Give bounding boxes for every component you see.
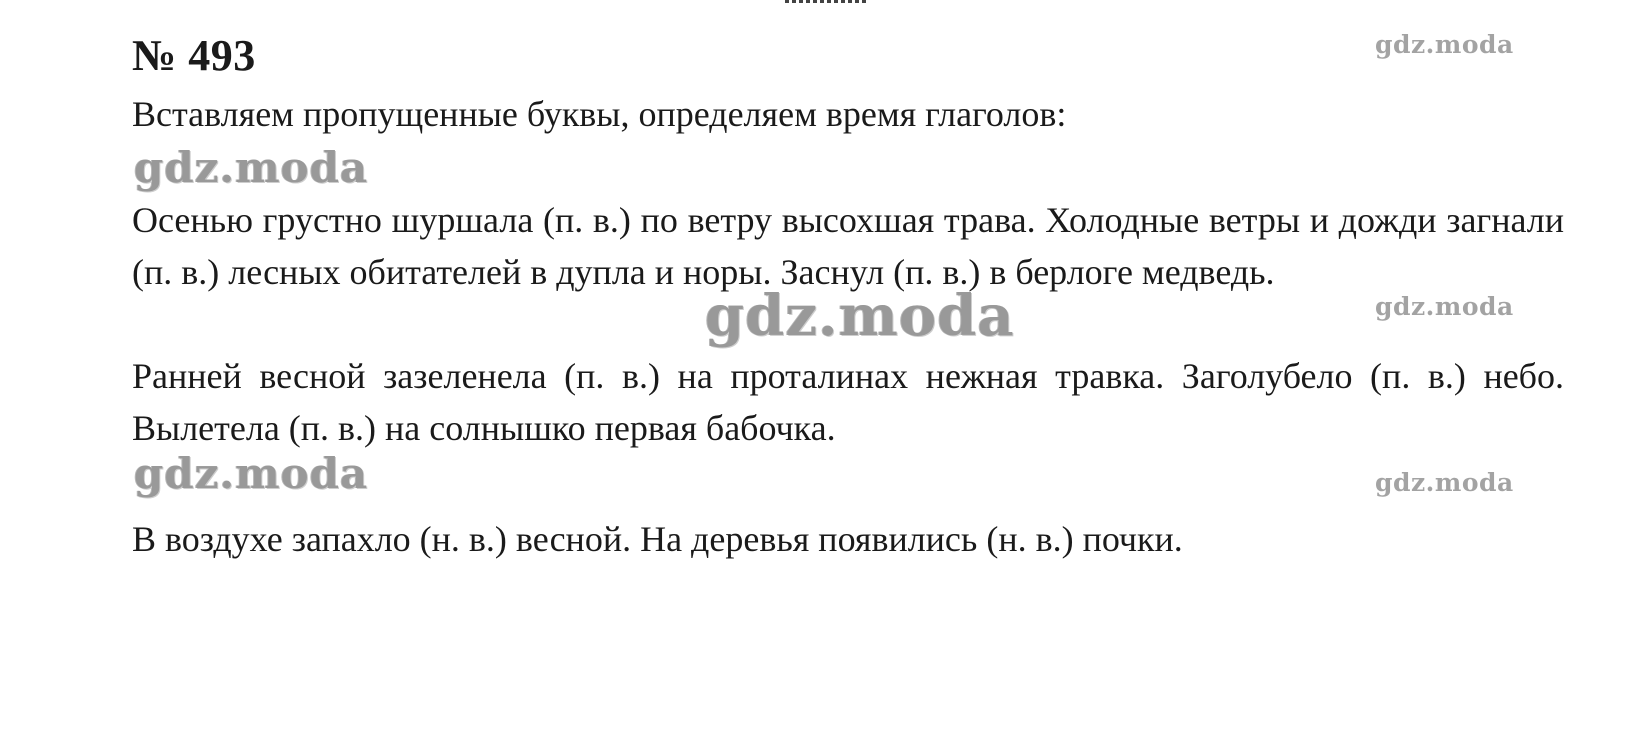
- watermark-small-middle: gdz.moda: [1375, 292, 1514, 321]
- watermark-small-bottom: gdz.moda: [1375, 468, 1514, 497]
- task-instruction: Вставляем пропущенные буквы, определяем время глаголов:: [132, 94, 1067, 134]
- cropped-header-fragment: [785, 0, 869, 3]
- answer-paragraph-3: В воздухе запахло (н. в.) весной. На деревья появились (н. в.) почки.: [132, 519, 1183, 559]
- watermark-large-center: gdz.moda: [705, 283, 1015, 349]
- task-number: № 493: [132, 31, 256, 80]
- answer-paragraph-1: Осенью грустно шуршала (п. в.) по ветру высохшая трава. Холодные ветры и дожди загнали (п. в.) лесных обитателей в дупла и норы. Заснул (п. в.) в берлоге медведь.: [132, 200, 1564, 292]
- watermark-small-top: gdz.moda: [1375, 30, 1514, 59]
- watermark-large-1: gdz.moda: [134, 143, 369, 192]
- watermark-large-2: gdz.moda: [134, 449, 369, 498]
- answer-paragraph-2: Ранней весной зазеленела (п. в.) на проталинах нежная травка. Заголубело (п. в.) небо. Вылетела (п. в.) на солнышко первая бабочка.: [132, 356, 1564, 448]
